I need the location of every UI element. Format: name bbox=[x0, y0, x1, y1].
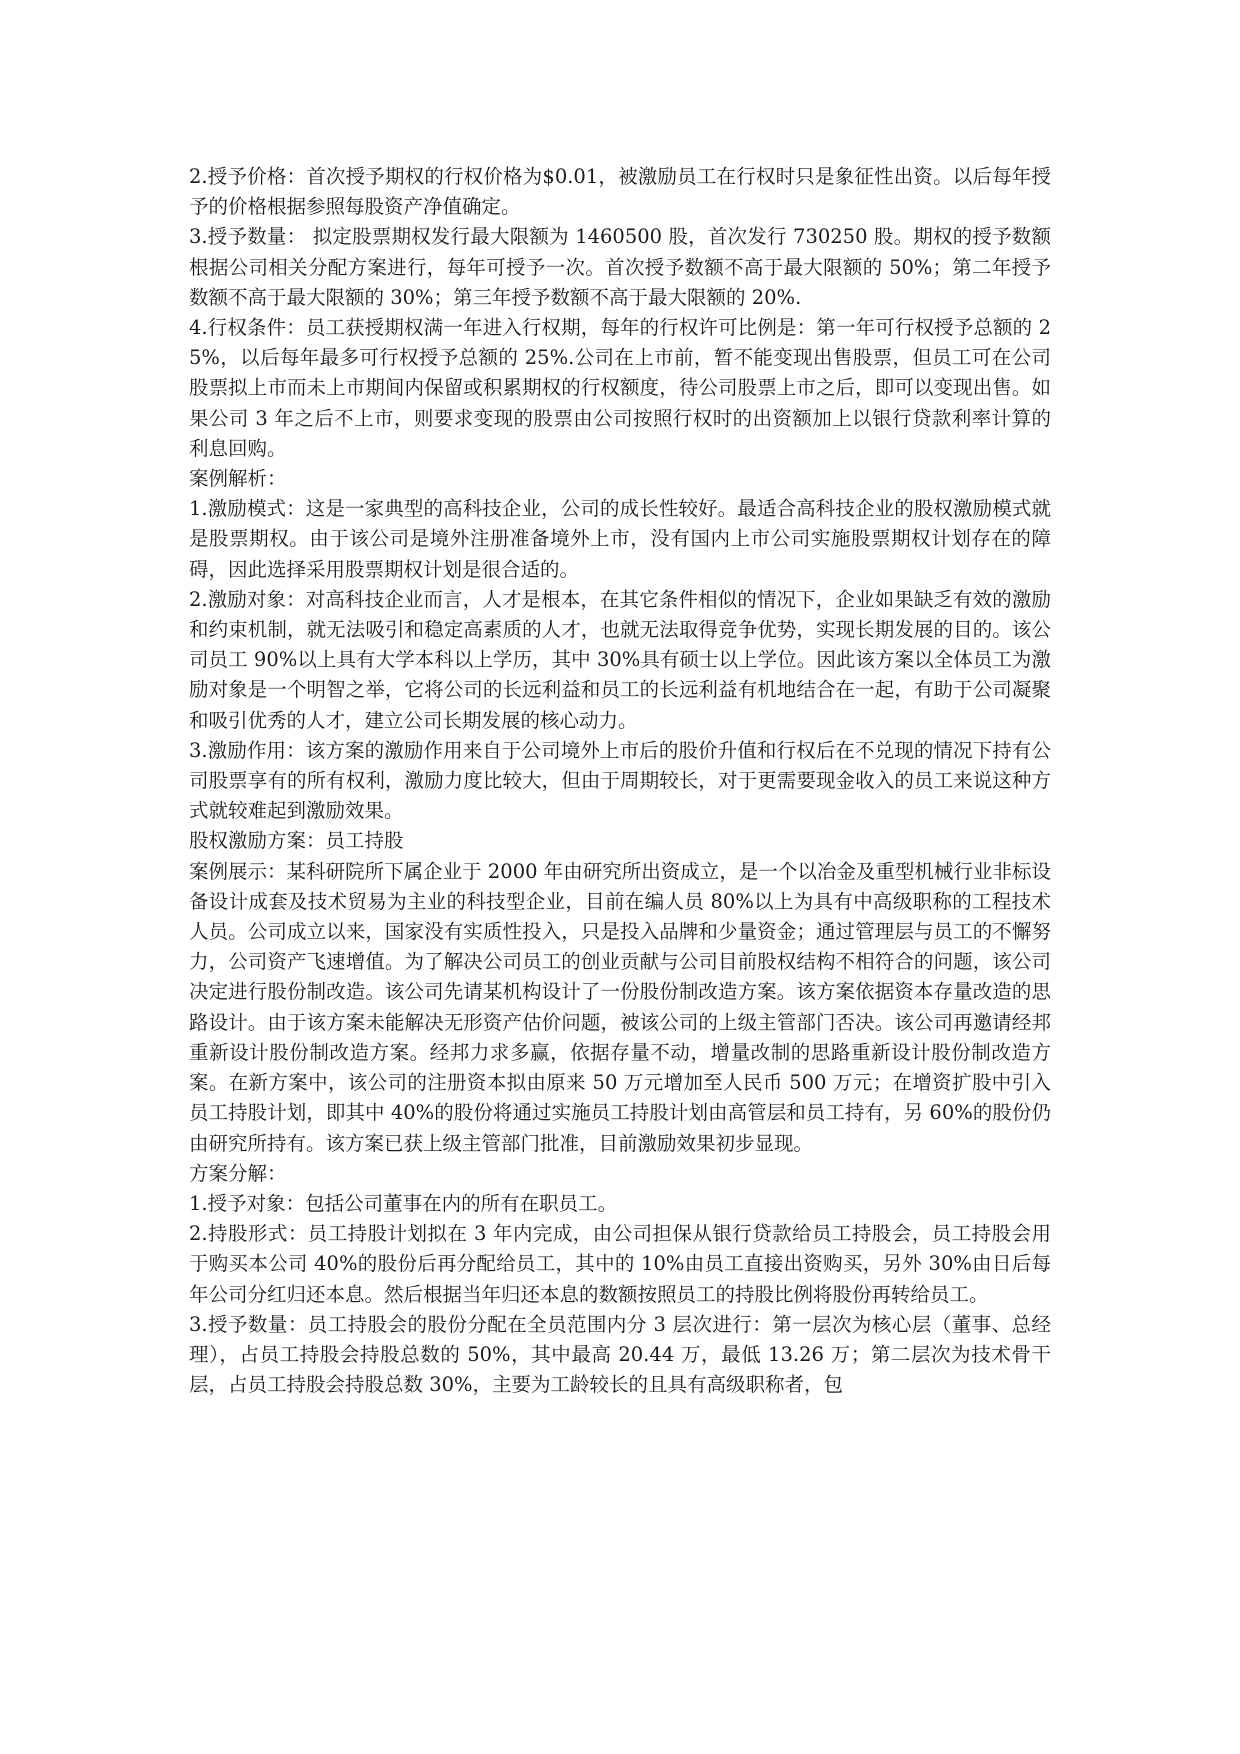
paragraph-grant-target: 1.授予对象：包括公司董事在内的所有在职员工。 bbox=[189, 1191, 618, 1215]
heading-case-analysis: 案例解析： bbox=[189, 467, 287, 491]
heading-plan-breakdown: 方案分解： bbox=[189, 1161, 287, 1185]
paragraph-grant-price: 2.授予价格：首次授予期权的行权价格为$0.01，被激励员工在行权时只是象征性出资。以后每年授予的价格根据参照每股资产净值确定。 bbox=[189, 165, 1051, 219]
paragraph-incentive-effect: 3.激励作用：该方案的激励作用来自于公司境外上市后的股价升值和行权后在不兑现的情况下持有公司股票享有的所有权利，激励力度比较大，但由于周期较长，对于更需要现金收入的员工来说这种方式就较难起到激励效果。 bbox=[189, 738, 1051, 823]
document-body bbox=[189, 162, 1051, 1400]
paragraph-incentive-target: 2.激励对象：对高科技企业而言，人才是根本，在其它条件相似的情况下，企业如果缺乏有效的激励和约束机制，就无法吸引和稳定高素质的人才，也就无法取得竞争优势，实现长期发展的目的。该公司员工 90%以上具有大学本科以上学历，其中 30%具有硕士以上学位。因此该方案以全体员工为激励对象是一个明智之举，它将公司的长远利益和员工的长远利益有机地结合在一起，有助于公司凝聚和吸引优秀的人才，建立公司长期发展的核心动力。 bbox=[189, 587, 1051, 732]
heading-employee-stock-plan: 股权激励方案：员工持股 bbox=[189, 829, 404, 853]
paragraph-case-presentation: 案例展示：某科研院所下属企业于 2000 年由研究所出资成立，是一个以冶金及重型机械行业非标设备设计成套及技术贸易为主业的科技型企业，目前在编人员 80%以上为具有中高级职称的工程技术人员。公司成立以来，国家没有实质性投入，只是投入品牌和少量资金；通过管理层与员工的不懈努力，公司资产飞速增值。为了解决公司员工的创业贡献与公司目前股权结构不相符合的问题，该公司决定进行股份制改造。该公司先请某机构设计了一份股份制改造方案。该方案依据资本存量改造的思路设计。由于该方案未能解决无形资产估价问题，被该公司的上级主管部门否决。该公司再邀请经邦重新设计股份制改造方案。经邦力求多赢，依据存量不动，增量改制的思路重新设计股份制改造方案。在新方案中，该公司的注册资本拟由原来 50 万元增加至人民币 500 万元；在增资扩股中引入员工持股计划，即其中 40%的股份将通过实施员工持股计划由高管层和员工持有，另 60%的股份仍由研究所持有。该方案已获上级主管部门批准，目前激励效果初步显现。 bbox=[189, 859, 1051, 1155]
paragraph-incentive-mode: 1.激励模式：这是一家典型的高科技企业，公司的成长性较好。最适合高科技企业的股权激励模式就是股票期权。由于该公司是境外注册准备境外上市，没有国内上市公司实施股票期权计划存在的障碍，因此选择采用股票期权计划是很合适的。 bbox=[189, 497, 1051, 581]
paragraph-holding-form: 2.持股形式：员工持股计划拟在 3 年内完成，由公司担保从银行贷款给员工持股会，员工持股会用于购买本公司 40%的股份后再分配给员工，其中的 10%由员工直接出资购买，另外 30%由日后每年公司分红归还本息。然后根据当年归还本息的数额按照员工的持股比例将股份再转给员工。 bbox=[189, 1222, 1051, 1306]
paragraph-grant-allocation: 3.授予数量：员工持股会的股份分配在全员范围内分 3 层次进行：第一层次为核心层（董事、总经理），占员工持股会持股总数的 50%，其中最高 20.44 万，最低 13.26 万；第二层次为技术骨干层，占员工持股会持股总数 30%，主要为工龄较长的且具有高级职称者，包 bbox=[189, 1312, 1051, 1397]
paragraph-grant-quantity: 3.授予数量： 拟定股票期权发行最大限额为 1460500 股，首次发行 730250 股。期权的授予数额根据公司相关分配方案进行，每年可授予一次。首次授予数额不高于最大限额的 50%；第二年授予数额不高于最大限额的 30%；第三年授予数额不高于最大限额的 20%. bbox=[189, 225, 1051, 309]
paragraph-exercise-conditions: 4.行权条件：员工获授期权满一年进入行权期，每年的行权许可比例是：第一年可行权授予总额的 25%，以后每年最多可行权授予总额的 25%.公司在上市前，暂不能变现出售股票，但员工可在公司股票拟上市而未上市期间内保留或积累期权的行权额度，待公司股票上市之后，即可以变现出售。如果公司 3 年之后不上市，则要求变现的股票由公司按照行权时的出资额加上以银行贷款利率计算的利息回购。 bbox=[189, 316, 1051, 460]
